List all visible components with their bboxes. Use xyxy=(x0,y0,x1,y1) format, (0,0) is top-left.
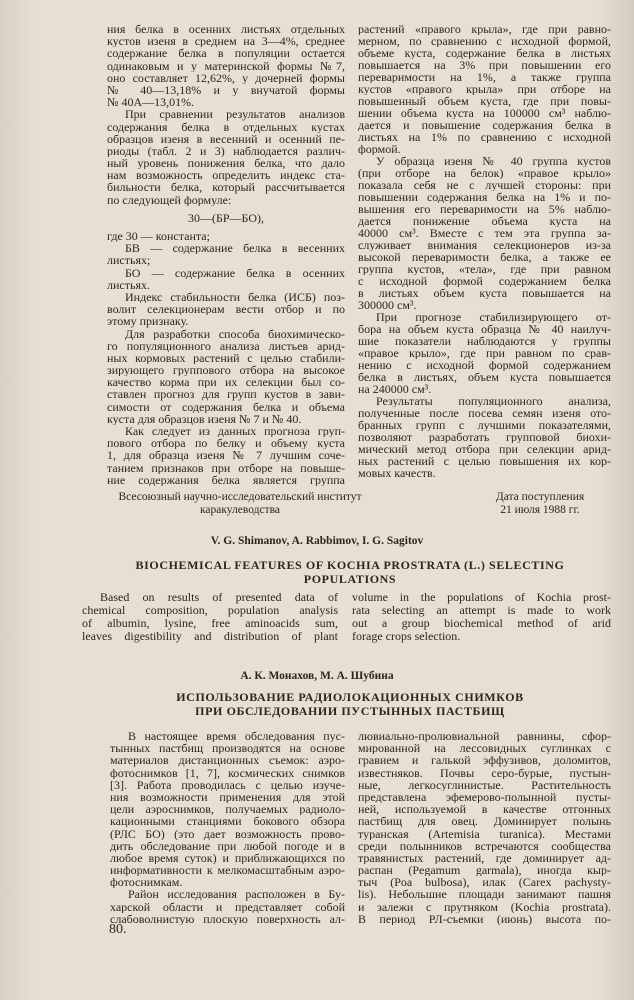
text-line: шие показатели наблюдаются у группы xyxy=(358,335,611,347)
text-line: leaves digestibility and distribution of plant xyxy=(82,630,338,643)
russian-authors: А. К. Монахов, М. А. Шубина xyxy=(240,670,394,682)
text-line: бранных групп с лучшими показателями, xyxy=(358,419,611,431)
text-line: Для разработки способа биохимическо- xyxy=(125,327,345,340)
text-line: ных кормовых растений с целью стабили- xyxy=(107,351,345,365)
text-line: мированной на лессовидных суглинках с xyxy=(358,742,611,755)
text-line: повышается на 3% при повышении его xyxy=(358,59,611,71)
text-line: 300000 см³. xyxy=(358,299,417,311)
article1-right-column xyxy=(358,23,611,479)
text-line: содержания белка в отдельных кустах xyxy=(107,120,345,133)
text-line: тынных пастбищ производятся на основе xyxy=(110,742,345,755)
text-line: мовых качеств. xyxy=(358,467,436,479)
text-line: пового отбора по белку и объему куста xyxy=(107,437,345,450)
text-line: на 240000 см³. xyxy=(358,383,432,395)
text-line: одинаковым и у материнской формы №7, xyxy=(107,59,345,72)
text-line: образцов изеня в весенний и осенний пе- xyxy=(107,132,345,145)
text-line: бора на объем куста образца № 40 наилуч- xyxy=(358,323,611,335)
english-summary-left xyxy=(82,591,338,643)
text-line: этому признаку. xyxy=(107,315,189,328)
text-line: го популяционного анализа листьев арид- xyxy=(107,339,345,352)
text-line: повышении содержания белка на 1% и по- xyxy=(358,191,611,203)
text-line: травянистых растений, где доминирует ад- xyxy=(358,851,611,865)
text-line: группа кустов, «тела», где при равном xyxy=(358,263,611,275)
text-line: forage crops selection. xyxy=(352,630,461,643)
text-line: chemical composition, population analysis xyxy=(82,604,338,617)
text-line: танием признаков при отборе на повыше- xyxy=(107,461,345,474)
text-line: информативности к мелкомасштабным аэро- xyxy=(110,864,345,877)
text-line: out a group biochemical method of arid xyxy=(352,617,611,630)
text-line: листьях; xyxy=(107,254,151,267)
text-line: слабоволнистую плоскую поверхность ал- xyxy=(110,912,345,925)
text-line: гравием и галькой эффузивов, доломитов, xyxy=(358,754,611,767)
text-line: ные, легкосуглинистые. Растительность xyxy=(358,778,611,791)
text-line: № 40А—13,01%. xyxy=(107,96,195,109)
text-line: вышения его переваримости на 5% наблю- xyxy=(358,203,611,215)
text-line: ных растений с целью повышения их кор- xyxy=(358,455,611,467)
text-line: зирующего группового отбора на высокое xyxy=(107,364,345,377)
text-line: № 40—13,18% и у внучатой формы xyxy=(107,83,345,97)
text-line: ния возможности применения для этой xyxy=(110,790,345,804)
article2-left-column xyxy=(110,730,345,925)
text-line: полученные после посева семян изеня ото- xyxy=(358,407,611,419)
text-line: риоды (табл. 2 и 3) наблюдается различ- xyxy=(107,144,345,158)
text-line: ния белка в осенних листьях отдельных xyxy=(107,23,345,36)
text-line: Район исследования расположен в Бу- xyxy=(128,888,345,901)
text-line: дается понижение объема куста на xyxy=(358,215,611,227)
text-line: служивает внимания селекционеров из-за xyxy=(358,239,611,251)
text-line: Based on results of presented data of xyxy=(100,591,338,604)
text-line: При прогнозе стабилизирующего от- xyxy=(376,311,611,323)
text-line: При сравнении результатов анализов xyxy=(125,108,345,121)
text-line: фотоснимков [1, 7], космических снимков xyxy=(110,766,345,779)
text-line: симости от содержания белка и объема xyxy=(107,400,345,413)
text-line: лювиально-пролювиальной равнины, сфор- xyxy=(358,730,611,743)
russian-title xyxy=(80,691,620,718)
formula: 30—(БР—БО), xyxy=(187,211,265,224)
english-title xyxy=(80,559,620,586)
text-line: мический метод отбора при селекции арид- xyxy=(358,443,611,455)
affiliation-line: каракулеводства xyxy=(199,504,281,516)
article1-left-column xyxy=(107,23,345,486)
text-line: качество корма при их селекции был со- xyxy=(107,376,345,389)
text-line: дить обследование при любой погоде и в xyxy=(110,839,345,852)
title-line: ИСПОЛЬЗОВАНИЕ РАДИОЛОКАЦИОННЫХ СНИМКОВ xyxy=(176,690,524,704)
english-authors: V. G. Shimanov, A. Rabbimov, I. G. Sagitov xyxy=(210,535,424,547)
text-line: БВ — содержание белка в весенних xyxy=(125,242,345,255)
text-line: растений «правого крыла», где при равно- xyxy=(358,23,611,35)
text-line: материалов дистанционных съемок: аэро- xyxy=(110,754,345,767)
text-line: листьях на 1% по сравнению с исходной xyxy=(358,131,611,143)
text-line: ние содержания белка является группа xyxy=(107,473,345,486)
text-line: lis). Небольшие площади занимают пашня xyxy=(358,888,611,901)
text-line: в листьях объем куста повышается на xyxy=(358,287,611,299)
text-line: повышенный объем куста, где при повы- xyxy=(358,95,611,107)
text-line: волит селекционерам вести отбор и по xyxy=(107,303,345,316)
text-line: volume in the populations of Kochia prost- xyxy=(352,591,611,604)
text-line: по следующей формуле: xyxy=(107,193,232,206)
text-line: 40000 см³. Вместе с тем эта группа за- xyxy=(358,227,611,239)
text-line: (РЛС БО) (это дает возможность прово- xyxy=(110,827,345,840)
affiliation-line: Всесоюзный научно-исследовательский институт xyxy=(118,491,362,503)
text-line: кустов изеня в среднем на 3—4%, среднее xyxy=(107,35,345,48)
text-line: шении объема куста на 100000 см³ наблю- xyxy=(358,107,611,119)
text-line: с исходной формой содержанием белка xyxy=(358,275,611,287)
english-summary-right xyxy=(352,591,611,643)
text-line: распан (Pegamum garmala), иногда кыр- xyxy=(358,864,611,877)
text-line: любое время суток) и приближающихся по xyxy=(110,851,345,865)
text-line: позволяют разработать групповой биохи- xyxy=(358,431,611,443)
text-line: среди полынников встречаются сообщества xyxy=(358,839,611,852)
page-number: 80. xyxy=(109,922,127,937)
text-line: белка в листьях, объем куста повышается xyxy=(358,371,611,383)
text-line: нам возможность определить индекс ста- xyxy=(107,169,345,182)
text-line: показала себя не с лучшей стороны: при xyxy=(358,179,611,191)
received-value: 21 июля 1988 гг. xyxy=(500,504,580,516)
text-line: известняков. Почвы серо-бурые, пустын- xyxy=(358,766,611,779)
text-line: [3]. Работа проводилась с целью изуче- xyxy=(110,778,345,791)
text-line: пастбищ для овец. Доминирует полынь xyxy=(358,815,611,828)
text-line: «правое крыло», где при равном по срав- xyxy=(358,347,611,359)
text-line: В период РЛ-съемки (июнь) высота по- xyxy=(358,912,611,925)
institute-affiliation xyxy=(100,491,380,517)
text-line: куста для образцов изеня № 7 и № 40. xyxy=(107,412,302,425)
text-line: формой. xyxy=(358,143,401,155)
text-line: листьях. xyxy=(107,278,150,291)
text-line: оно составляет 12,62%, у дочерней формы xyxy=(107,71,345,84)
text-line: 1, для образца изеня № 7 лучшим соче- xyxy=(107,449,345,462)
text-line: мерном, по сравнению с исходной формой, xyxy=(358,35,611,47)
text-line: кационными станциями бокового обзора xyxy=(110,815,345,828)
title-line: BIOCHEMICAL FEATURES OF KOCHIA PROSTRATA (L.) SELECTING xyxy=(135,558,565,572)
text-line: туранская (Artemisia turanica). Местами xyxy=(358,827,611,840)
text-line: Индекс стабильности белка (ИСБ) поз- xyxy=(125,290,345,304)
text-line: of albumin, lysine, free aminoacids sum, xyxy=(82,617,338,630)
text-line: дается и повышение содержания белка в xyxy=(358,119,611,131)
text-line: Как следует из данных прогноза груп- xyxy=(125,425,345,438)
text-line: объеме куста, содержание белка в листьях xyxy=(358,47,611,59)
received-label: Дата поступления xyxy=(495,491,585,503)
text-line: где 30 — константа; xyxy=(107,230,210,243)
text-line: переваримости на 1%, а также группа xyxy=(358,71,611,83)
text-line: ставлен прогноз для групп кустов в зави- xyxy=(107,388,345,401)
text-line: и залежи с прутняком (Kochia prostrata). xyxy=(358,900,611,913)
article2-right-column xyxy=(358,730,611,925)
text-line: Результаты популяционного анализа, xyxy=(376,395,611,407)
text-line: rata selecting an attempt is made to work xyxy=(352,604,611,617)
text-line: БО — содержание белка в осенних xyxy=(125,266,345,279)
text-line: высокой переваримости белка, а также ее xyxy=(358,251,611,263)
text-line: У образца изеня № 40 группа кустов xyxy=(376,155,611,167)
text-line: представлена эфемерово-полынной пусты- xyxy=(358,790,611,804)
title-line: ПРИ ОБСЛЕДОВАНИИ ПУСТЫННЫХ ПАСТБИЩ xyxy=(195,703,505,718)
text-line: ней, используемой в качестве отгонных xyxy=(358,803,611,816)
text-line: цели аэроснимков, получаемых радиоло- xyxy=(110,803,345,816)
text-line: нению с исходной формой содержанием xyxy=(358,359,611,371)
text-line: бильности белка, который рассчитывается xyxy=(107,181,345,194)
text-line: содержание белка в популяции остается xyxy=(107,47,345,60)
received-date xyxy=(470,491,610,517)
text-line: В настоящее время обследования пус- xyxy=(128,730,345,743)
title-line: POPULATIONS xyxy=(303,571,397,586)
text-line: (при отборе на белок) «правое крыло» xyxy=(358,167,611,179)
text-line: харской области и представляет собой xyxy=(110,900,345,913)
text-line: кустов «правого крыла» при отборе на xyxy=(358,83,611,95)
text-line: фотоснимкам. xyxy=(110,876,183,889)
text-line: тыч (Poa bulbosa), илак (Carex pachysty- xyxy=(358,876,611,889)
text-line: ный уровень понижения белка, что дало xyxy=(107,157,345,170)
